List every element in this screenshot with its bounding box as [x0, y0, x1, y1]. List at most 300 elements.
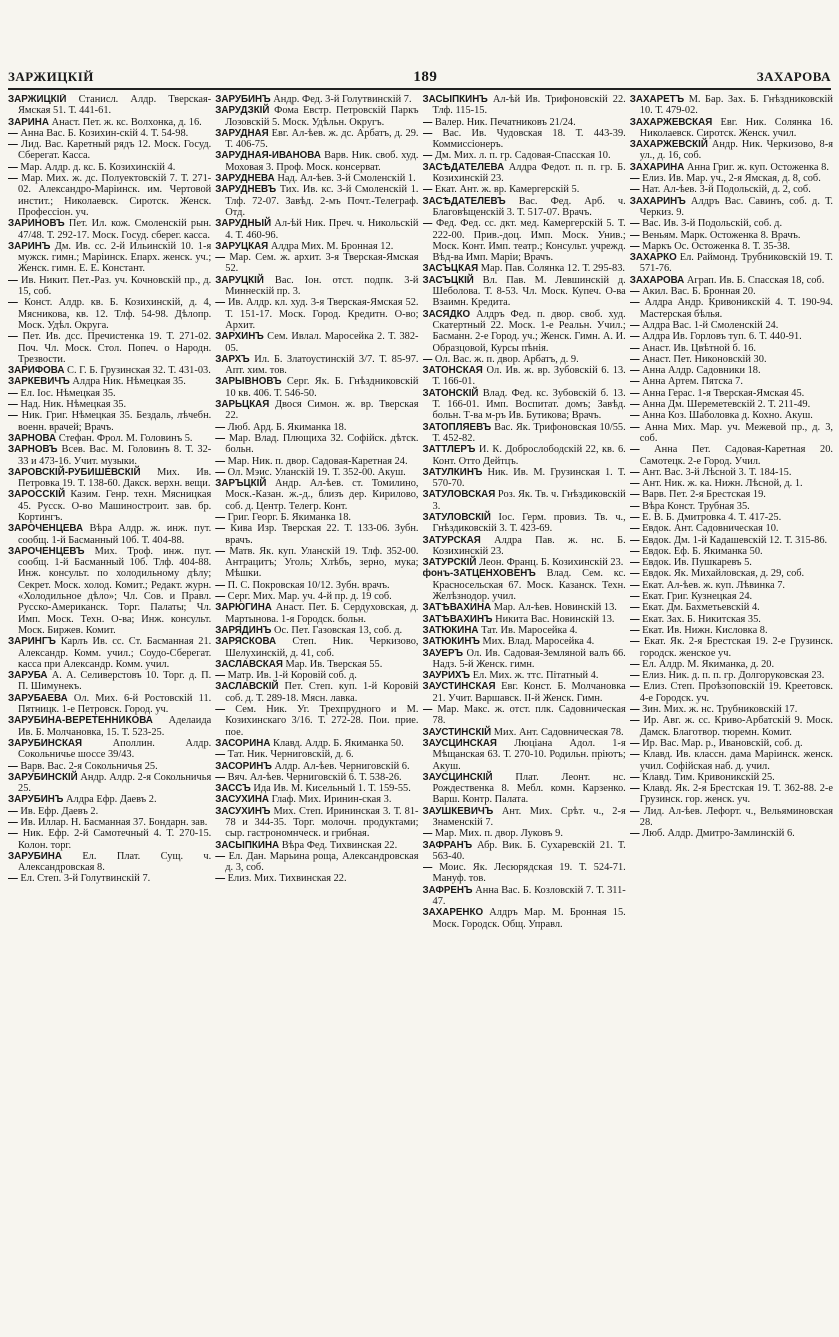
entry-surname: — [629, 376, 640, 388]
directory-entry [215, 105, 418, 128]
entry-details: Ив. Никит. Пет.-Раз. уч. Кочновскій пр., д. 15, соб. [18, 274, 212, 298]
entry-surname: — [629, 636, 640, 648]
directory-entry [423, 806, 626, 829]
entry-details: Ал-ѣй Ник. Преч. ч. Никольскій 4. Т. 460-96. [225, 218, 419, 241]
directory-entry [8, 828, 211, 851]
entry-surname: — [629, 681, 640, 693]
entry-surname: — [215, 466, 226, 478]
directory-entry [215, 275, 418, 298]
entry-surname: — [629, 229, 640, 241]
directory-entry [630, 252, 833, 275]
entry-details: Анаст. Ив. Цвѣтной б. 16. [642, 342, 756, 354]
directory-entry [423, 388, 626, 422]
directory-entry [630, 523, 833, 534]
directory-entry [8, 139, 211, 162]
entry-surname: ЗАТТЛЕРЪ [422, 444, 476, 456]
entry-details: Ос. Пет. Газовская 13, соб. д. [274, 624, 403, 636]
directory-entry [8, 444, 211, 467]
entry-surname: ЗАСУХИНА [215, 794, 269, 806]
entry-surname: — [629, 613, 640, 625]
directory-entry [423, 184, 626, 195]
directory-entry [630, 297, 833, 320]
entry-surname: ЗАСЫПКИНЪ [422, 94, 488, 105]
entry-details: Плат. Леонт. нс. Рождественка 8. Мебл. комн. Карзенко. Варш. Контр. Палата. [432, 771, 626, 806]
directory-entry [630, 557, 833, 568]
entry-details: Серг. Як. Б. Гнѣздниковскій 10 кв. 406. Т. 546-50. [225, 376, 419, 399]
entry-details: Леон. Франц. Б. Козихинскій 23. [479, 557, 624, 569]
entry-surname: — [629, 568, 640, 580]
entry-details: Ник. Ив. М. Грузинская 1. Т. 570-70. [432, 466, 626, 490]
directory-entry [215, 636, 418, 659]
entry-details: Вас. Як. Трифоновская 10/55. Т. 452-82. [432, 421, 626, 444]
entry-details: Анна Коз. Шаболовка д. Кохно. Акуш. [642, 410, 813, 422]
entry-surname: ЗАРОВСКІЙ-РУБИШЕВСКІЙ [8, 466, 141, 478]
entry-details: Тат. Ник. Черниговскій, д. 6. [227, 749, 354, 761]
entry-surname: — [629, 602, 640, 614]
directory-entry [630, 704, 833, 715]
entry-surname: — [215, 432, 226, 444]
directory-entry [423, 94, 626, 117]
entry-details: С. Г. Б. Грузинская 32. Т. 431-03. [67, 365, 211, 377]
entry-details: Ел. Степ. 3-й Голутвинскій 7. [20, 873, 151, 885]
entry-details: Екат. Григ. Кузнецкая 24. [642, 591, 753, 603]
directory-entry [630, 535, 833, 546]
entry-details: Екат. Ал-ѣев. ж. куп. Лѣвинка 7. [642, 579, 786, 591]
entry-surname: — [8, 760, 18, 772]
entry-details: Тих. Ив. кс. 3-й Смоленскій 1. Тлф. 72-07. Завѣд. 2-мъ Почт.-Телеграф. Отд. [225, 184, 419, 218]
entry-details: Алдръ Вас. Савинъ, соб. д. Т. Черкиз. 9. [639, 195, 833, 218]
directory-entry [215, 681, 418, 704]
directory-entry [630, 783, 833, 806]
directory-entry [215, 625, 418, 636]
directory-entry [630, 162, 833, 173]
entry-surname: ЗАРУДНАЯ-ИВАНОВА [215, 150, 321, 162]
entry-surname: — [8, 817, 18, 828]
directory-entry [8, 806, 211, 817]
directory-entry [8, 738, 211, 761]
entry-surname: — [629, 670, 640, 682]
directory-entry [423, 648, 626, 671]
directory-entry [8, 388, 211, 399]
entry-details: Вл. Пав. М. Левшинскій д. Шеболова. Т. 8-53. Чл. Моск. Купеч. О-ва Взаимн. Кредита. [432, 274, 626, 309]
directory-entry [215, 399, 418, 422]
entry-details: Глаф. Мих. Иринин-ская 3. [271, 794, 392, 806]
entry-details: Вас. Фед. Арб. ч. Благовѣщенскій 3. Т. 517-07. Врачъ. [432, 195, 626, 218]
directory-entry [630, 241, 833, 252]
entry-details: Серг. Мих. Мар. уч. 4-й пр. д. 19 соб. [227, 591, 392, 603]
directory-entry [630, 343, 833, 354]
entry-details: Двося Симон. ж. вр. Тверская 22. [225, 399, 419, 422]
entry-details: Мар. Ив. Тверская 55. [285, 658, 383, 670]
directory-entry [215, 659, 418, 670]
directory-entry [630, 388, 833, 399]
directory-entry [423, 444, 626, 467]
entry-details: Анна Вас. Б. Козловскій 7. Т. 311-47. [432, 884, 626, 908]
entry-details: Ел. Дан. Марьина роща, Александровская д. 3, соб. [225, 850, 419, 874]
entry-details: Лид. Вас. Каретный рядъ 12. Моск. Госуд. Сберегат. Касса. [18, 139, 212, 162]
entry-details: Пет. Ив. дсс. Пречистенка 19. Т. 271-02. Поч. Чл. Моск. Стол. Попеч. о Народн. Трезвости. [18, 331, 212, 365]
entry-details: Сем. Ивлал. Маросейка 2. Т. 382-05. [225, 331, 419, 354]
entry-details: Фед. Фед. сс. дкт. мед. Камергерскій 5. Т. 222-00. Прив.-доц. Имп. Моск. Унив.; Моск. Конт. Имп. театр.; Консульт. учрежд. Вѣд-ва Имп. Маріи; Врачъ. [432, 218, 626, 264]
entry-surname: ЗАУСЦИНСКАЯ [422, 737, 497, 749]
header-right-word: ЗАХАРОВА [756, 69, 831, 84]
entry-surname: — [8, 410, 18, 422]
entry-details: Клавд. Як. 2-я Брестская 19. Т. 362-88. 2-е Грузинск. гор. женск. уч. [639, 783, 833, 806]
entry-surname: ЗАУСТИНСКАЯ [422, 681, 496, 693]
directory-entry [8, 218, 211, 241]
entry-surname: ЗАРХЪ [215, 353, 250, 365]
entry-surname: ЗАТОНСКАЯ [422, 365, 483, 377]
entry-surname: ЗАРУЦКАЯ [215, 240, 269, 252]
entry-surname: ЗАРИНОВЪ [8, 218, 65, 230]
entry-surname: — [215, 455, 226, 467]
directory-entry [215, 184, 418, 218]
entry-surname: ЗАРЯСКОВА [215, 636, 277, 648]
entry-surname: — [629, 319, 640, 331]
entry-surname: ЗАСЫПКИНА [215, 839, 280, 851]
entry-details: Евг. Конст. Б. Молчановка 21. Учит. Варшавск. II-й Женск. Гимн. [432, 681, 626, 704]
entry-surname: — [215, 670, 226, 682]
entry-details: Ив. Ефр. Даевъ 2. [20, 805, 99, 817]
entry-details: Мих. Степ. Ирининская 3. Т. 81-78 и 344-35. Торг. молочн. продуктами; сыр. гастрономнческ. и грибная. [225, 805, 419, 840]
entry-surname: ЗАХАРОВА [629, 274, 685, 286]
entry-details: Ник. Ефр. 2-й Самотечный 4. Т. 270-15. Колон. торг. [18, 828, 212, 851]
entry-details: Ант. Мих. Срѣт. ч., 2-я Знаменскій 7. [432, 805, 626, 828]
entry-surname: ЗАСУХИНЪ [215, 805, 271, 817]
directory-entry [215, 252, 418, 275]
entry-surname: — [629, 297, 640, 309]
directory-entry [8, 117, 211, 128]
entry-details: Анна Пет. Садовая-Каретная 20. Самотецк. 2-е Город. Учил. [639, 444, 833, 467]
entry-surname: ЗАРЫВНОВЪ [215, 376, 282, 388]
entry-details: Над. Ник. Нѣмецкая 35. [20, 399, 127, 411]
entry-surname: — [629, 421, 640, 433]
entry-surname: ЗАРЪЦКІЙ [215, 478, 267, 490]
entry-surname: — [629, 737, 640, 749]
column-2 [215, 94, 418, 1331]
entry-details: Андр. Ал-ѣев. ст. Томилино, Моск.-Казан. ж.-д., близъ дер. Кирилово, соб. д. Центр. Телегр. Конт. [225, 478, 419, 512]
entry-details: Екат. Ив. Нижн. Кисловка 8. [642, 624, 768, 636]
entry-surname: ЗАРУДНАЯ [215, 127, 269, 139]
entry-details: Варв. Вас. 2-я Сокольничья 25. [20, 760, 158, 772]
directory-entry [423, 568, 626, 602]
entry-details: Сем. Ник. Уг. Трехпрудного и М. Козихинскаго 3/16. Т. 272-28. Пои. прие. пое. [225, 704, 419, 738]
entry-details: Анна Дм. Шереметевскій 2. Т. 211-49. [642, 399, 811, 411]
entry-details: Ол. Вас. ж. п. двор. Арбатъ, д. 9. [434, 353, 579, 365]
entry-surname: — [629, 658, 640, 670]
entry-surname: — [422, 353, 433, 365]
entry-details: Вяч. Ал-ѣев. Черниговскій 6. Т. 538-26. [227, 771, 402, 783]
entry-details: Алдра Федот. п. п. гр. Б. Козихинскій 23. [432, 161, 626, 185]
directory-entry [215, 794, 418, 805]
entry-details: Пет. Ил. кож. Смоленскій рын. 47/48. Т. 292-17. Моск. Госуд. сберег. касса. [18, 218, 212, 241]
entry-details: Ил. Б. Златоустинскій 3/7. Т. 85-97. Апт. хим. тов. [225, 353, 419, 377]
entry-surname: ЗАУШКЕВИЧЪ [422, 805, 494, 817]
directory-entry [8, 173, 211, 218]
directory-entry [423, 512, 626, 535]
entry-details: Клавд. Ив. классн. дама Маріинск. женск. учил. Софійская наб. д. учил. [639, 749, 833, 772]
directory-entry [215, 297, 418, 331]
directory-entry [423, 354, 626, 365]
entry-details: Ив. Алдр. кл. худ. 3-я Тверская-Ямская 52. Т. 151-17. Моск. Город. Кредитн. О-во; Архит. [225, 297, 419, 331]
entry-details: Елиз. Мих. Тихвинская 22. [227, 873, 347, 885]
directory-entry [630, 749, 833, 772]
directory-entry [215, 738, 418, 749]
header-left-word: ЗАРЖИЦКІЙ [8, 69, 94, 84]
entry-details: Евдок. Ив. Пушкаревъ 5. [642, 557, 752, 569]
entry-surname: — [422, 184, 433, 196]
entry-details: Ида Ив. М. Кисельный 1. Т. 159-55. [253, 783, 411, 795]
directory-entry [215, 670, 418, 681]
entry-surname: — [629, 331, 640, 343]
entry-details: Нат. Ал-ѣев. 3-й Подольскій, д. 2, соб. [642, 184, 811, 196]
directory-entry [215, 704, 418, 738]
directory-entry [423, 128, 626, 151]
entry-surname: — [215, 771, 226, 783]
directory-entry [423, 828, 626, 839]
entry-details: Алдра Ефр. Даевъ 2. [66, 794, 157, 806]
entry-surname: ЗАРКЕВИЧЪ [8, 376, 70, 388]
entry-surname: ЗАТЮКИНЪ [422, 636, 480, 648]
entry-surname: ЗАРУБИНЪ [215, 94, 271, 105]
entry-details: Вѣра Фед. Тихвинская 22. [281, 839, 398, 851]
directory-entry [423, 309, 626, 354]
entry-details: Стефан. Фрол. М. Головинъ 5. [58, 432, 193, 444]
entry-details: Анна Григ. ж. куп. Остоженка 8. [686, 161, 829, 173]
directory-entry [630, 117, 833, 140]
entry-details: Мар. Сем. ж. архит. 3-я Тверская-Ямская 52. [225, 252, 419, 275]
entry-details: Мих. Влад. Маросейка 4. [482, 636, 595, 648]
directory-entry [8, 410, 211, 433]
directory-entry [630, 365, 833, 376]
entry-details: П. С. Покровская 10/12. Зубн. врачъ. [227, 579, 390, 591]
directory-entry [423, 670, 626, 681]
entry-details: И. К. Доброслободскій 22, кв. 6. Конт. Отто Дейтцъ. [432, 444, 626, 467]
directory-entry [215, 456, 418, 467]
entry-surname: — [215, 749, 226, 761]
entry-details: Тат. Ив. Маросейка 4. [481, 624, 578, 636]
entry-details: Ал-ѣй Ив. Трифоновскій 22. Тлф. 115-15. [432, 94, 626, 117]
entry-details: Люб. Алдр. Дмитро-Замлинскій 6. [642, 828, 795, 840]
entry-details: Роз. Як. Тв. ч. Гнѣздиковскій 3. [432, 489, 626, 512]
entry-details: Григ. Георг. Б. Якиманка 18. [227, 511, 352, 523]
directory-entry [630, 546, 833, 557]
entry-details: Елиз. Степ. Проѣзоповскій 19. Креетовск. 4-е Городск. уч. [639, 681, 833, 704]
entry-details: Веньям. Марк. Остоженка 8. Врачъ. [642, 229, 801, 241]
entry-surname: ЗАРНОВЪ [8, 444, 58, 456]
entry-surname: ЗАТОНСКІЙ [422, 387, 479, 399]
entry-details: Ел. Раймонд. Трубниковскій 19. Т. 571-76. [639, 252, 833, 275]
entry-details: Моис. Як. Лесюрядская 19. Т. 524-71. Мануф. тов. [432, 862, 626, 885]
entry-surname: — [422, 218, 433, 230]
entry-surname: — [629, 715, 640, 727]
entry-details: Алдръ Фед. п. двор. своб. худ. Скатертный 22. Моск. 1-е Реальн. Учил.; Басманн. 2-е Город. уч.; Женск. Гимн. А. И. Образцовой, Курсы пѣнія. [432, 308, 626, 354]
entry-details: Алдра Мих. М. Бронная 12. [270, 240, 394, 252]
entry-surname: ЗАССЪ [215, 783, 251, 795]
directory-entry [423, 275, 626, 309]
entry-details: Ир. Вас. Мар. р., Ивановскій, соб. д. [642, 737, 803, 749]
entry-surname: — [215, 579, 226, 591]
directory-entry [630, 478, 833, 489]
entry-details: Анаст. Пет. ж. кс. Волхонка, д. 16. [51, 116, 202, 128]
directory-entry [215, 761, 418, 772]
entry-surname: — [8, 331, 18, 343]
directory-entry [423, 162, 626, 185]
directory-entry [423, 840, 626, 863]
directory-entry [423, 738, 626, 772]
directory-entry [8, 331, 211, 365]
entry-surname: — [629, 523, 640, 535]
entry-details: Ол. Ив. ж. вр. Зубовскій 6. 13. Т. 166-01. [432, 365, 626, 388]
directory-entry [215, 806, 418, 840]
entry-details: Алдръ Мар. М. Бронная 15. Моск. Городск. Общ. Управл. [432, 907, 626, 930]
directory-entry [8, 794, 211, 805]
entry-surname: ЗАРУБАЕВА [8, 692, 68, 704]
entry-details: Люб. Ард. Б. Якиманка 18. [227, 421, 347, 433]
entry-details: Ел. Мих. ж. ттс. Пітатный 4. [472, 670, 599, 682]
directory-entry [423, 489, 626, 512]
entry-details: Мар. Алдр. д. кс. Б. Козихинскій 4. [20, 161, 176, 173]
entry-surname: ЗАРЯДИНЪ [215, 624, 272, 636]
directory-entry [630, 580, 833, 591]
entry-surname: ЗАРУБИНА-ВЕРЕТЕННИКОВА [8, 715, 153, 727]
entry-details: Ир. Авг. ж. сс. Криво-Арбатскій 9. Моск. Дамск. Благотвор. тюремн. Комит. [639, 715, 833, 738]
columns [8, 94, 833, 1331]
entry-surname: — [422, 127, 433, 139]
directory-entry [215, 840, 418, 851]
entry-details: Андр. Фед. 3-й Голутвинскій 7. [273, 94, 412, 105]
entry-surname: ЗАСѢДАТЕЛЕВА [422, 161, 505, 173]
entry-surname: — [629, 783, 640, 795]
entry-surname: ЗАТУЛОВСКІЙ [422, 511, 491, 523]
column-4 [630, 94, 833, 1331]
entry-surname: — [629, 545, 640, 557]
directory-entry [630, 670, 833, 681]
entry-surname: — [629, 466, 640, 478]
directory-entry [215, 467, 418, 478]
directory-entry [423, 263, 626, 274]
directory-entry [630, 636, 833, 659]
directory-entry [630, 512, 833, 523]
directory-entry [423, 625, 626, 636]
entry-details: Анаст. Пет. Никоновскій 30. [642, 353, 767, 365]
entry-surname: ЗАХАРЖЕВСКІЙ [629, 139, 708, 151]
entry-surname: — [629, 218, 640, 230]
directory-entry [215, 94, 418, 105]
entry-surname: фонъ-ЗАТЦЕНХОВЕНЪ [422, 568, 536, 580]
directory-entry [630, 422, 833, 445]
entry-details: Аграп. Ив. Б. Спасская 18, соб. [686, 274, 825, 286]
entry-details: Ив. Иллар. Н. Басманная 37. Бондарн. зав. [20, 817, 208, 828]
entry-surname: — [8, 805, 18, 817]
entry-surname: — [629, 444, 640, 456]
entry-surname: — [629, 511, 640, 523]
directory-entry [630, 715, 833, 738]
directory-entry [8, 523, 211, 546]
entry-surname: — [215, 511, 226, 523]
entry-details: Фома Евстр. Петровскій Паркъ Лозовскій 5. Моск. Удѣльн. Округъ. [225, 105, 419, 128]
directory-entry [215, 523, 418, 546]
directory-entry [215, 591, 418, 602]
entry-details: Всев. Вас. М. Головинъ 8. Т. 32-33 и 473-16. Учит. музыки. [18, 444, 212, 467]
entry-surname: ЗАТУЛОВСКАЯ [422, 489, 496, 501]
entry-details: Клавд. Тим. Кривоникскій 25. [642, 771, 775, 783]
directory-entry [8, 433, 211, 444]
directory-entry [215, 546, 418, 580]
entry-surname: — [629, 410, 640, 422]
entry-surname: — [629, 184, 640, 196]
entry-details: Над. Ал-ѣев. 3-й Смоленскій 1. [277, 173, 416, 185]
entry-details: Алдра Вас. 1-й Смоленскій 24. [642, 319, 779, 331]
directory-entry [8, 761, 211, 772]
entry-surname: ЗАТУРСКАЯ [422, 534, 481, 546]
entry-surname: ЗАСОРИНЪ [215, 760, 272, 772]
directory-entry [630, 173, 833, 184]
entry-details: Люціана Адол. 1-я Мѣщанская 63. Т. 270-10. Родильн. пріютъ; Акуш. [432, 737, 626, 772]
entry-surname: — [629, 365, 640, 377]
directory-entry [630, 218, 833, 229]
entry-details: Екат. Зах. Б. Никитская 35. [642, 613, 761, 625]
directory-entry [8, 467, 211, 490]
directory-entry [630, 410, 833, 421]
directory-entry [630, 828, 833, 839]
entry-details: Зин. Мих. ж. нс. Трубниковскій 17. [642, 704, 798, 716]
entry-details: Конст. Алдр. кв. Б. Козихинскій, д. 4, Мясникова, кв. 12. Тлф. 54-98. Дѣлопр. Моск. Удѣл. Округа. [18, 297, 212, 331]
directory-entry [423, 772, 626, 806]
directory-entry [423, 218, 626, 263]
entry-surname: ЗАРУДНЕВЪ [215, 184, 277, 196]
entry-details: Мар. Мих. п. двор. Луковъ 9. [434, 828, 563, 840]
directory-entry [630, 376, 833, 387]
entry-surname: ЗАРОССКІЙ [8, 489, 66, 501]
entry-surname: ЗАРУДНЕВА [215, 173, 275, 185]
entry-details: Аполлин. Алдр. Сокольничье шоссе 39/43. [18, 737, 212, 761]
entry-surname: — [422, 828, 433, 840]
entry-surname: — [215, 421, 226, 433]
directory-entry [423, 557, 626, 568]
directory-entry [423, 907, 626, 930]
entry-details: А. А. Селиверстовъ 10. Торг. д. П. П. Шимунекъ. [18, 670, 212, 693]
entry-surname: ЗАСЪЦКАЯ [422, 263, 479, 275]
entry-surname: ЗАХАРКО [629, 252, 677, 264]
entry-surname: ЗАРУДНЫЙ [215, 218, 272, 230]
entry-details: Мих. Ант. Садовническая 78. [493, 726, 624, 738]
entry-surname: — [629, 387, 640, 399]
entry-details: Варв. Пет. 2-я Брестская 19. [642, 489, 766, 501]
directory-entry [215, 241, 418, 252]
directory-entry [630, 354, 833, 365]
directory-entry [215, 602, 418, 625]
entry-surname: — [8, 873, 18, 885]
entry-surname: — [629, 500, 640, 512]
directory-entry [630, 399, 833, 410]
directory-entry [630, 139, 833, 162]
entry-surname: ЗАРУБИНЪ [8, 794, 64, 806]
entry-details: Влад. Фед. кс. Зубовскій б. 13. Т. 166-01. Имп. Воспитат. домъ; Завѣд. больн. Т-ва м-ръ Ив. Бутикова; Врачъ. [432, 387, 626, 422]
entry-surname: — [629, 557, 640, 569]
entry-surname: ЗАУЕРЪ [422, 647, 464, 659]
entry-surname: — [629, 353, 640, 365]
entry-details: Вас. Іон. отст. подпк. 3-й Миннескій пр. 3. [225, 274, 419, 298]
entry-surname: ЗАУРИХЪ [422, 670, 471, 682]
entry-surname: ЗАРИФОВА [8, 365, 65, 377]
entry-surname: — [422, 704, 433, 716]
entry-surname: — [215, 591, 226, 603]
entry-details: Ант. Ник. ж. ка. Нижн. Лѣсной, д. 1. [642, 478, 803, 490]
directory-entry [215, 150, 418, 173]
entry-details: Елиз. Ник. д. п. п. гр. Долгоруковская 23. [642, 670, 825, 682]
entry-details: Алдр. Ал-ѣев. Черниговскій 6. [274, 760, 410, 772]
